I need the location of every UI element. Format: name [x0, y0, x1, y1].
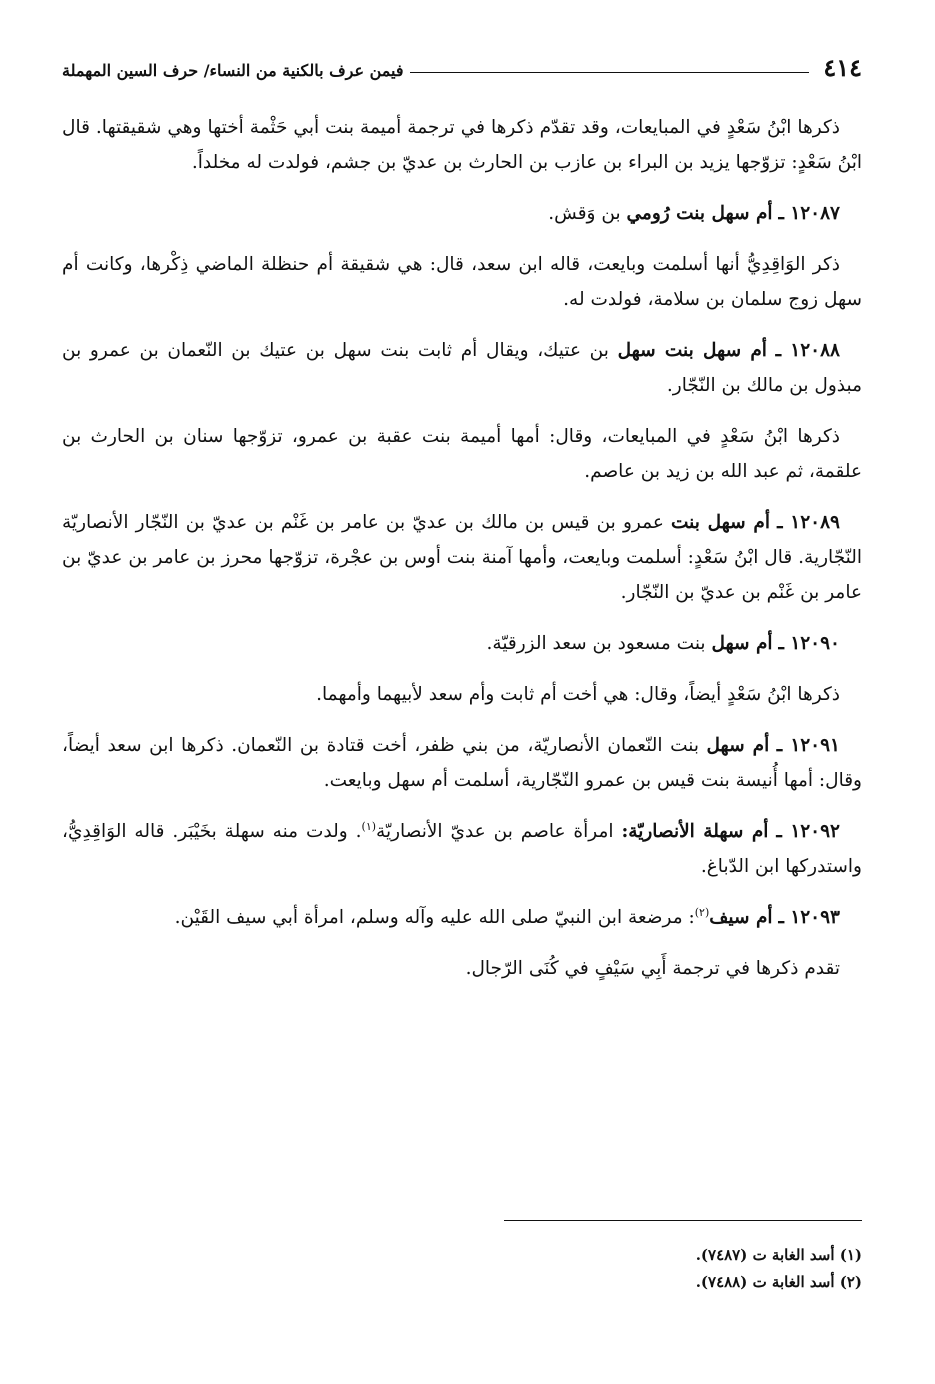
footnote-separator	[504, 1220, 862, 1221]
entry-title: أم سهل بنت سهل	[617, 340, 767, 361]
paragraph: تقدم ذكرها في ترجمة أَبِي سَيْفٍ في كُنَى الرّجال.	[465, 958, 840, 979]
entry-text: امرأة عاصم بن عديّ الأنصاريّة	[376, 821, 622, 842]
entry-title: أم سهلة الأنصاريّة:	[621, 821, 769, 842]
entry-number: ١٢٠٩٣ ـ	[778, 907, 840, 928]
entry-title: أم سهل بنت رُومي	[626, 203, 773, 224]
entry-number: ١٢٠٨٧ ـ	[778, 203, 840, 224]
entry-number: ١٢٠٩١ ـ	[776, 735, 840, 756]
entry-title: أم سيف	[709, 907, 773, 928]
paragraph: ذكرها ابْنُ سَعْدٍ في المبايعات، وقال: أمها أميمة بنت عقبة بن عمرو، تزوّجها سنان بن الحارث بن علقمة، ثم عبد الله بن زيد بن عاصم.	[62, 426, 862, 482]
footnote-reference[interactable]: (٢)	[694, 905, 710, 919]
book-page	[62, 48, 862, 1348]
entry-12087	[62, 196, 862, 231]
entry-text: بنت النّعمان الأنصاريّة، من بني ظفر، أخت قتادة بن النّعمان. ذكرها ابن سعد أيضاً، وقال: أمها أُنيسة بنت قيس بن عمرو النّجّارية، أسلمت أم سهل وبايعت.	[62, 735, 862, 791]
page-header	[62, 48, 862, 82]
entry-number: ١٢٠٩٢ ـ	[776, 821, 840, 842]
entry-title: أم سهل	[706, 735, 770, 756]
entry-text: : مرضعة ابن النبيّ صلى الله عليه وآله وسلم، امرأة أبي سيف القَيْن.	[174, 907, 695, 928]
entry-number: ١٢٠٩٠ ـ	[778, 633, 840, 654]
entry-12090	[62, 626, 862, 661]
entry-12088	[62, 333, 862, 403]
footnote: (١) أسد الغابة ت (٧٤٨٧).	[695, 1246, 862, 1264]
paragraph: ذكر الوَاقِدِيُّ أنها أسلمت وبايعت، قاله ابن سعد، قال: هي شقيقة أم حنظلة الماضي ذِكْرها، وكانت أم سهل زوج سلمان بن سلامة، فولدت له.	[62, 254, 862, 310]
header-rule	[410, 72, 810, 73]
paragraph: ذكرها ابْنُ سَعْدٍ أيضاً، وقال: هي أخت أم ثابت وأم سعد لأبيهما وأمهما.	[316, 684, 840, 705]
footnote-reference[interactable]: (١)	[361, 819, 377, 833]
page-body	[62, 110, 862, 986]
entry-title: أم سهل بنت	[671, 512, 770, 533]
footnote: (٢) أسد الغابة ت (٧٤٨٨).	[695, 1273, 862, 1291]
entry-number: ١٢٠٨٩ ـ	[777, 512, 840, 533]
paragraph: ذكرها ابْنُ سَعْدٍ في المبايعات، وقد تقدّم ذكرها في ترجمة أميمة بنت أبي حَثْمة أختها وهي شقيقتها. قال ابْنُ سَعْدٍ: تزوّجها يزيد بن البراء بن عازب بن الحارث بن عديّ بن جشم، فولدت له مخلداً.	[62, 117, 862, 173]
entry-text: بن عتيك، ويقال أم ثابت بنت سهل بن عتيك بن النّعمان بن عمرو بن مبذول بن مالك بن النّجّار.	[62, 340, 862, 396]
entry-text: بنت مسعود بن سعد الزرقيّة.	[486, 633, 712, 654]
entry-text: . ولدت منه سهلة بخَيْبَر. قاله الوَاقِدِيُّ، واستدركها ابن الدّباغ.	[62, 821, 862, 877]
entry-text: عمرو بن قيس بن مالك بن عديّ بن عامر بن غَنْم بن عديّ بن النّجّار الأنصاريّة النّجّارية. قال ابْنُ سَعْدٍ: أسلمت وبايعت، وأمها آمنة بنت أوس بن عجْرة، تزوّجها محرز بن عامر بن عديّ بن عامر بن غَنْم بن عديّ بن النّجّار.	[62, 512, 862, 603]
entry-number: ١٢٠٨٨ ـ	[775, 340, 840, 361]
footnotes	[62, 1242, 862, 1296]
entry-12093	[62, 900, 862, 935]
page-number: ٤١٤	[823, 53, 862, 82]
entry-title: أم سهل	[711, 633, 773, 654]
entry-text: بن وَقش.	[548, 203, 627, 224]
entry-12092	[62, 814, 862, 884]
running-head: فيمن عرف بالكنية من النساء/ حرف السين المهملة	[62, 61, 404, 80]
entry-12091	[62, 728, 862, 798]
entry-12089	[62, 505, 862, 610]
